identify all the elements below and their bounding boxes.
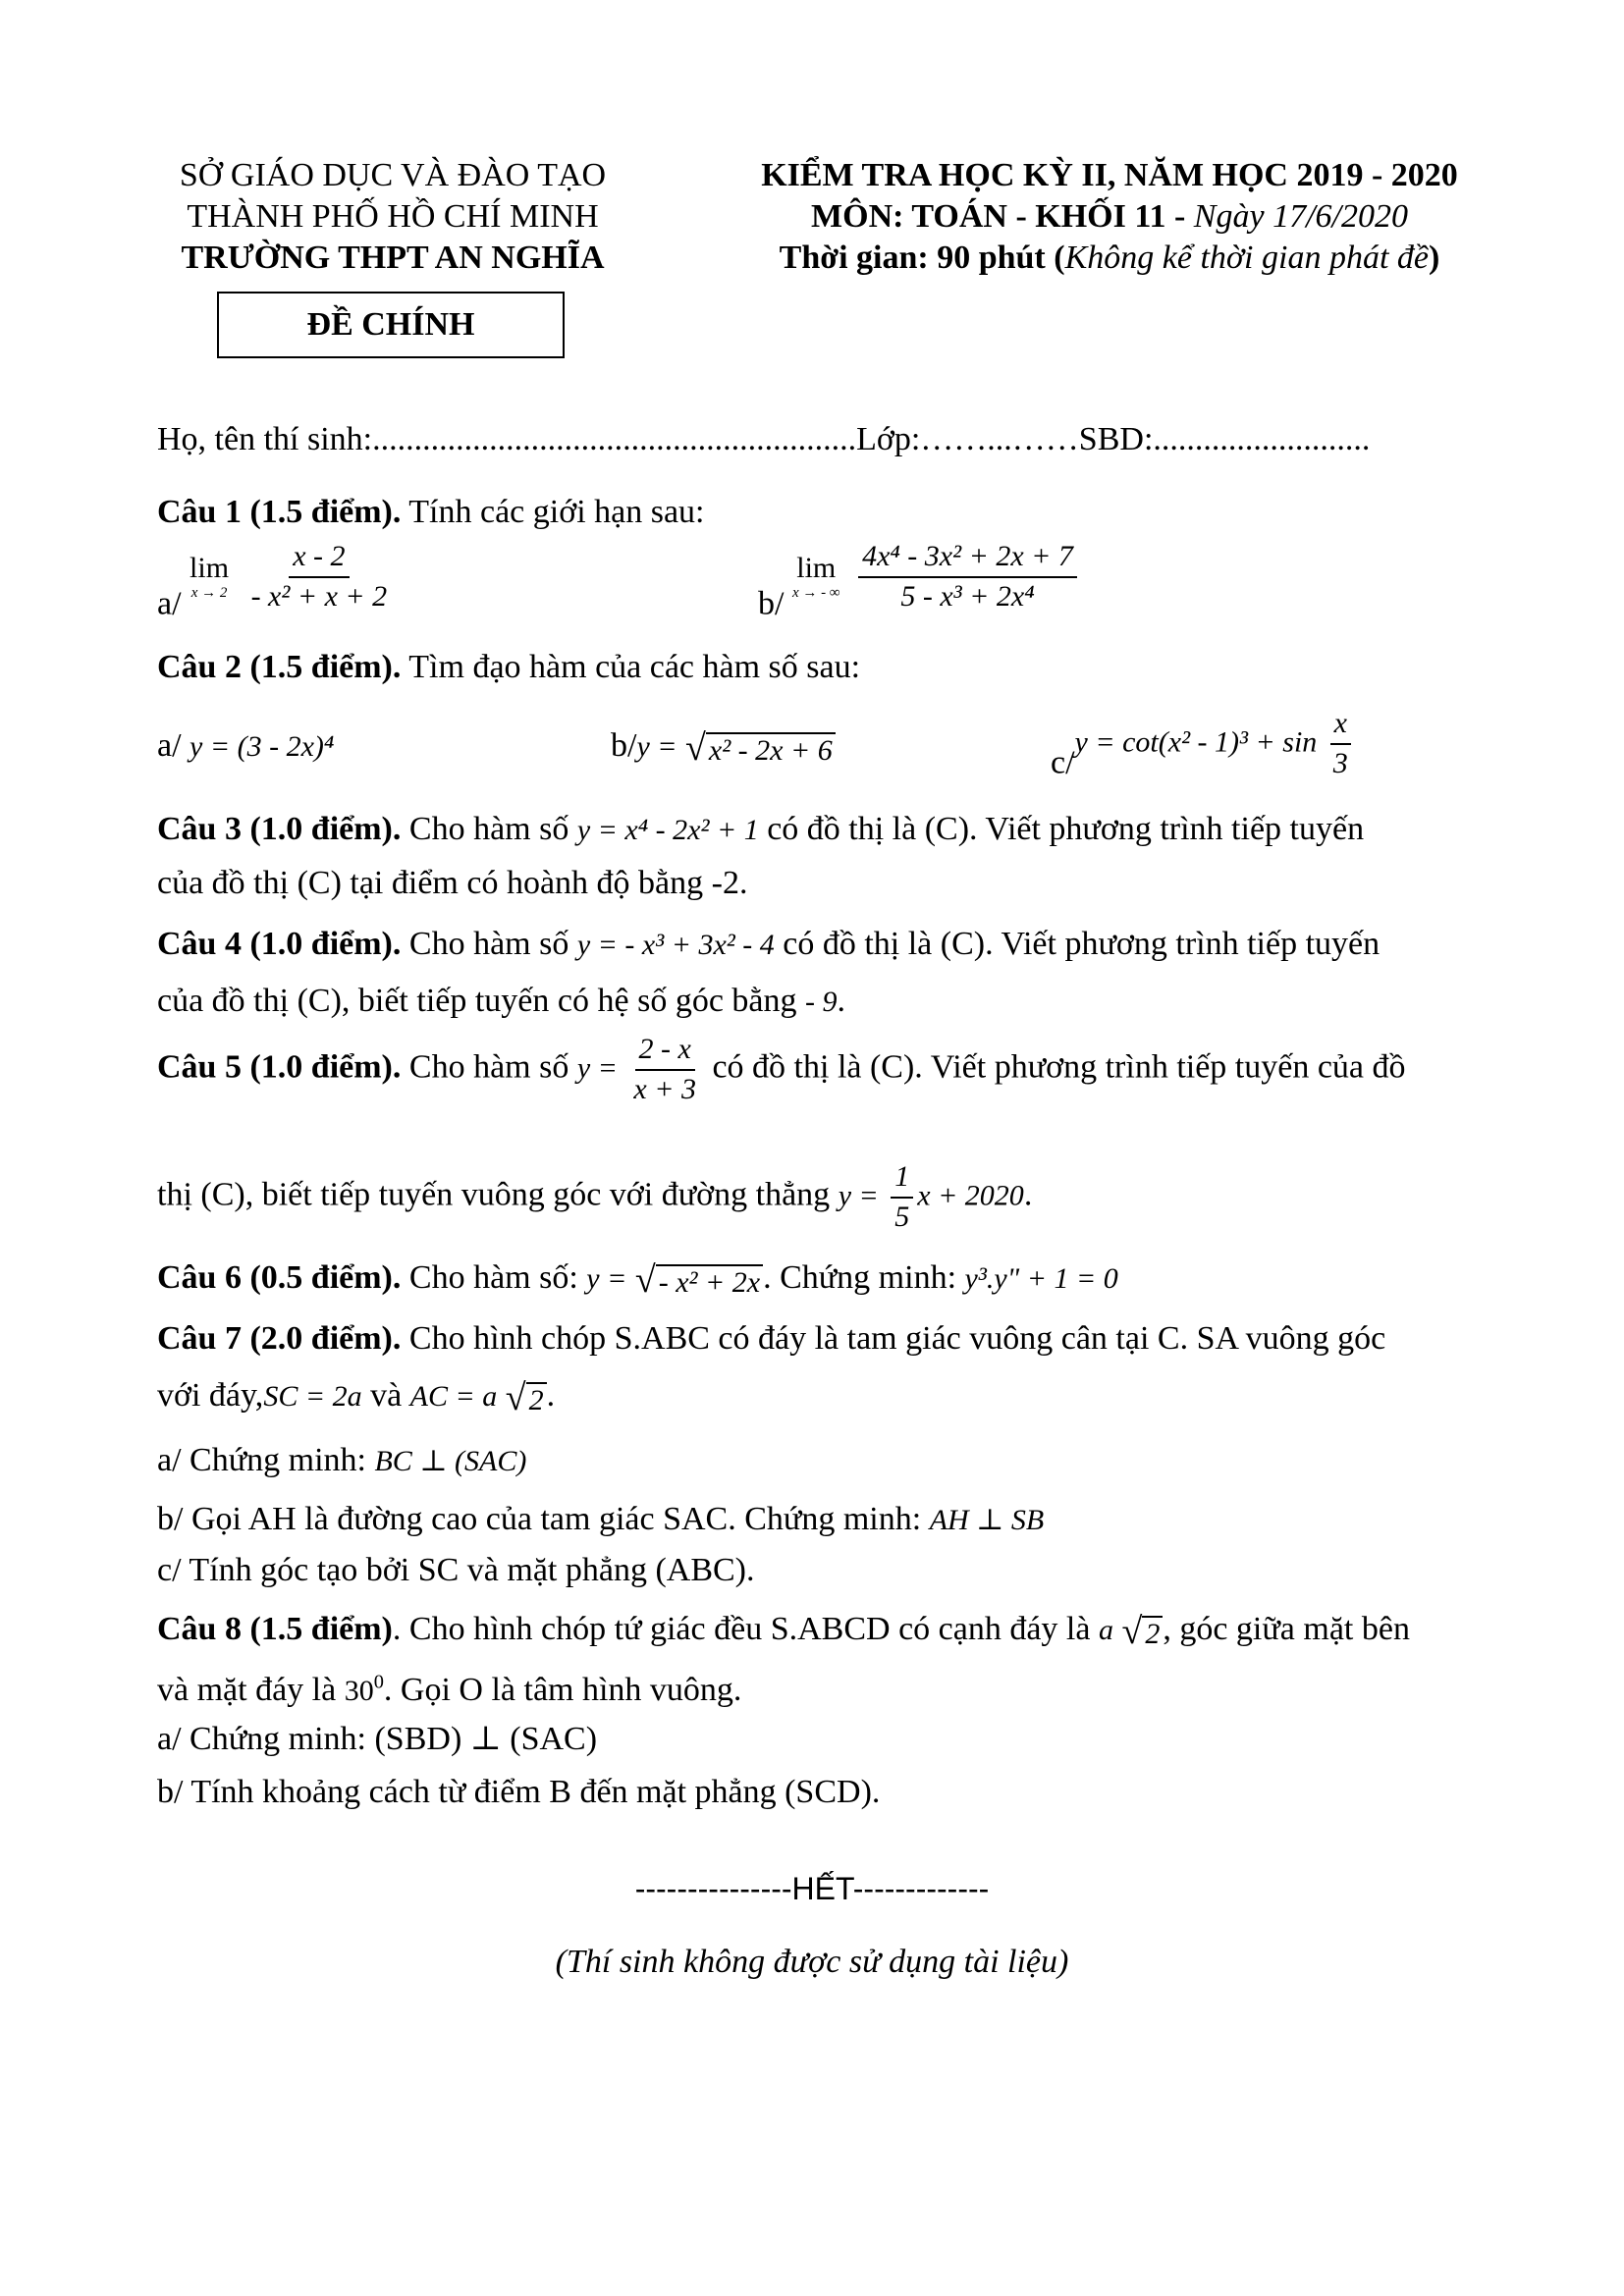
official-exam-box — [217, 292, 565, 358]
header-right — [687, 155, 1532, 279]
q8-part-b: b/ Tính khoảng cách từ điểm B đến mặt phẳng (SCD). — [157, 1774, 881, 1810]
question-2: Câu 2 (1.5 điểm). Tìm đạo hàm của các hàm số sau: — [157, 649, 861, 685]
q7-part-b: b/ Gọi AH là đường cao của tam giác SAC. Chứng minh: AH ⊥ SB — [157, 1501, 1045, 1537]
q2-part-b: b/y = √ x² - 2x + 6 — [611, 726, 836, 767]
footer-note: (Thí sinh không được sử dụng tài liệu) — [555, 1944, 1069, 1980]
q2-part-c: c/y = cot(x² - 1)³ + sin $\frac{x}{3}$ — [1051, 707, 1356, 781]
department-name: SỞ GIÁO DỤC VÀ ĐÀO TẠO — [179, 157, 607, 193]
question-3-line-2: của đồ thị (C) tại điểm có hoành độ bằng -2. — [157, 865, 748, 901]
city-name: THÀNH PHỐ HỒ CHÍ MINH — [187, 198, 599, 235]
question-4-line-2: của đồ thị (C), biết tiếp tuyến có hệ số góc bằng - 9. — [157, 983, 845, 1019]
question-8: Câu 8 (1.5 điểm). Cho hình chóp tứ giác đều S.ABCD có cạnh đáy là a √ 2 , góc giữa mặt bên — [157, 1611, 1410, 1653]
q7-part-c: c/ Tính góc tạo bởi SC và mặt phẳng (ABC). — [157, 1552, 755, 1588]
question-7: Câu 7 (2.0 điểm). Cho hình chóp S.ABC có đáy là tam giác vuông cân tại C. SA vuông góc — [157, 1320, 1386, 1357]
header-left — [137, 155, 648, 279]
question-7-line-2: với đáy,SC = 2a và AC = a √ 2 . — [157, 1377, 556, 1419]
question-5-line-2: thị (C), biết tiếp tuyến vuông góc với đường thẳng y = $\frac{1}{5}$ x + 2020. — [157, 1160, 1033, 1233]
student-info-line: Họ, tên thí sinh:..........................................................Lớp:……...……SBD:.......................... — [157, 421, 1371, 457]
question-1: Câu 1 (1.5 điểm). Tính các giới hạn sau: — [157, 494, 705, 530]
official-exam-label: ĐỀ CHÍNH — [306, 306, 475, 343]
time-line: Thời gian: 90 phút (Không kể thời gian phát đề) — [779, 240, 1440, 276]
q1-part-b: b/ lim x → - ∞ $\frac{\text{4x⁴ - 3x² + 2x + 7}}{\text{5 - x³ + 2x⁴}}$ — [758, 540, 1081, 622]
question-6: Câu 6 (0.5 điểm). Cho hàm số: y = √ - x² + 2x . Chứng minh: y³.y" + 1 = 0 — [157, 1259, 1118, 1302]
question-5: Câu 5 (1.0 điểm). Cho hàm số y = $\frac{2 - x}{x + 3}$ có đồ thị là (C). Viết phương trình tiếp tuyến của đồ — [157, 1033, 1406, 1105]
school-name: TRƯỜNG THPT AN NGHĨA — [181, 240, 605, 276]
question-4: Câu 4 (1.0 điểm). Cho hàm số y = - x³ + 3x² - 4 có đồ thị là (C). Viết phương trình tiếp tuyến — [157, 926, 1380, 962]
question-8-line-2: và mặt đáy là $30^0$. Gọi O là tâm hình vuông. — [157, 1671, 742, 1708]
q1-part-a: a/ lim x → 2 $\frac{x - 2}{\text{- x² + x + 2}}$ — [157, 540, 388, 622]
q2-part-a: a/ y = (3 - 2x)⁴ — [157, 727, 335, 764]
q7-part-a: a/ Chứng minh: BC ⊥ (SAC) — [157, 1442, 527, 1478]
subject-line: MÔN: TOÁN - KHỐI 11 - Ngày 17/6/2020 — [811, 198, 1408, 235]
question-3: Câu 3 (1.0 điểm). Cho hàm số y = x⁴ - 2x² + 1 có đồ thị là (C). Viết phương trình tiếp tuyến — [157, 811, 1365, 847]
end-mark: ---------------HẾT------------- — [634, 1871, 990, 1906]
q8-part-a: a/ Chứng minh: (SBD) ⊥ (SAC) — [157, 1721, 598, 1757]
exam-title: KIỂM TRA HỌC KỲ II, NĂM HỌC 2019 - 2020 — [761, 157, 1458, 193]
